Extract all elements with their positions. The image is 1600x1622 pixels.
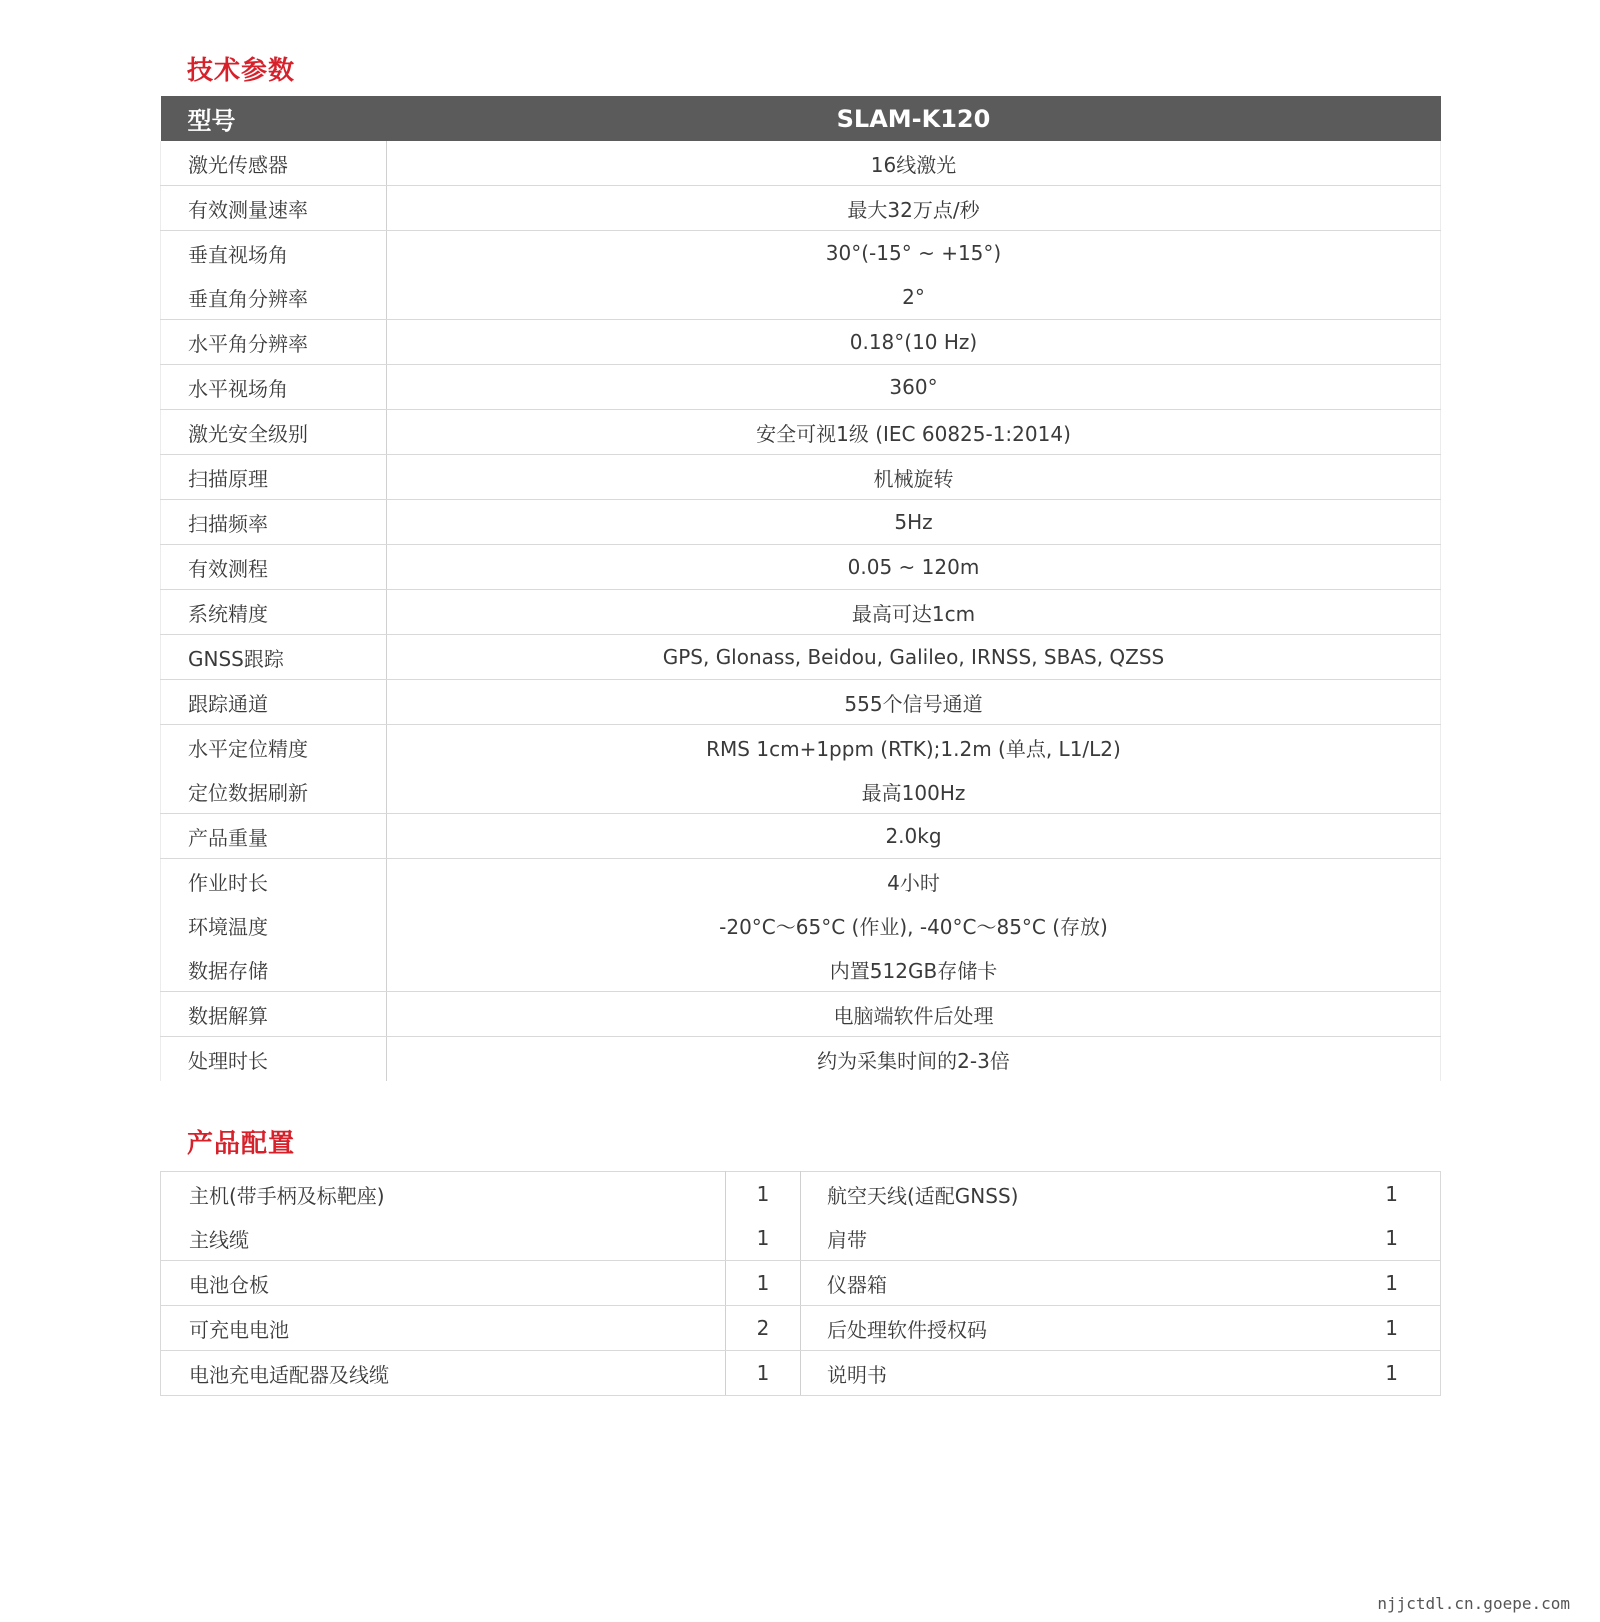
spec-value: 电脑端软件后处理 bbox=[387, 992, 1441, 1037]
spec-row bbox=[161, 725, 1441, 770]
config-item-qty: 2 bbox=[726, 1306, 801, 1351]
spec-value: 2° bbox=[387, 275, 1441, 320]
spec-label: 扫描原理 bbox=[161, 455, 387, 500]
spec-label: 垂直角分辨率 bbox=[161, 275, 387, 320]
config-item-qty: 1 bbox=[1321, 1172, 1441, 1217]
spec-value: 安全可视1级 (IEC 60825-1:2014) bbox=[387, 410, 1441, 455]
spec-label: 数据存储 bbox=[161, 947, 387, 992]
spec-value: GPS, Glonass, Beidou, Galileo, IRNSS, SBAS, QZSS bbox=[387, 635, 1441, 680]
spec-value: RMS 1cm+1ppm (RTK);1.2m (单点, L1/L2) bbox=[387, 725, 1441, 770]
spec-row bbox=[161, 947, 1441, 992]
config-item-name: 电池仓板 bbox=[161, 1261, 726, 1306]
watermark-text: njjctdl.cn.goepe.com bbox=[1377, 1594, 1570, 1613]
spec-label: GNSS跟踪 bbox=[161, 635, 387, 680]
config-item-name: 后处理软件授权码 bbox=[801, 1306, 1321, 1351]
spec-row bbox=[161, 410, 1441, 455]
spec-label: 有效测量速率 bbox=[161, 186, 387, 231]
spec-value: 约为采集时间的2-3倍 bbox=[387, 1037, 1441, 1082]
spec-row bbox=[161, 769, 1441, 814]
spec-header-row bbox=[161, 96, 1441, 141]
config-row bbox=[161, 1172, 1441, 1217]
spec-row bbox=[161, 992, 1441, 1037]
config-item-name: 可充电电池 bbox=[161, 1306, 726, 1351]
spec-label: 定位数据刷新 bbox=[161, 769, 387, 814]
spec-row bbox=[161, 186, 1441, 231]
config-item-name: 电池充电适配器及线缆 bbox=[161, 1351, 726, 1396]
spec-row bbox=[161, 320, 1441, 365]
spec-row bbox=[161, 365, 1441, 410]
spec-label: 水平视场角 bbox=[161, 365, 387, 410]
config-item-qty: 1 bbox=[1321, 1261, 1441, 1306]
spec-label: 系统精度 bbox=[161, 590, 387, 635]
spec-row bbox=[161, 814, 1441, 859]
spec-row bbox=[161, 859, 1441, 904]
config-item-qty: 1 bbox=[726, 1351, 801, 1396]
config-item-qty: 1 bbox=[1321, 1216, 1441, 1261]
spec-value: 4小时 bbox=[387, 859, 1441, 904]
config-item-name: 说明书 bbox=[801, 1351, 1321, 1396]
config-row bbox=[161, 1306, 1441, 1351]
spec-value: 30°(-15° ~ +15°) bbox=[387, 231, 1441, 276]
spec-table bbox=[160, 96, 1441, 1081]
config-item-qty: 1 bbox=[726, 1216, 801, 1261]
spec-row bbox=[161, 1037, 1441, 1082]
spec-value: 0.05 ~ 120m bbox=[387, 545, 1441, 590]
spec-value: 0.18°(10 Hz) bbox=[387, 320, 1441, 365]
spec-label: 水平定位精度 bbox=[161, 725, 387, 770]
spec-value: 2.0kg bbox=[387, 814, 1441, 859]
spec-value: 最大32万点/秒 bbox=[387, 186, 1441, 231]
spec-section-title: 技术参数 bbox=[187, 56, 296, 86]
config-table bbox=[160, 1171, 1441, 1396]
spec-header-label: 型号 bbox=[161, 96, 387, 141]
spec-row bbox=[161, 635, 1441, 680]
config-item-name: 主机(带手柄及标靶座) bbox=[161, 1172, 726, 1217]
spec-row bbox=[161, 500, 1441, 545]
config-item-name: 航空天线(适配GNSS) bbox=[827, 1183, 1019, 1208]
spec-label: 作业时长 bbox=[161, 859, 387, 904]
config-row bbox=[161, 1351, 1441, 1396]
config-item-name: 肩带 bbox=[801, 1216, 1321, 1261]
spec-value: 5Hz bbox=[387, 500, 1441, 545]
spec-label: 激光传感器 bbox=[161, 141, 387, 186]
spec-value: 555个信号通道 bbox=[387, 680, 1441, 725]
spec-label: 环境温度 bbox=[161, 903, 387, 947]
spec-row bbox=[161, 141, 1441, 186]
spec-value: 最高可达1cm bbox=[387, 590, 1441, 635]
config-item-qty: 1 bbox=[726, 1172, 801, 1217]
spec-label: 扫描频率 bbox=[161, 500, 387, 545]
spec-label: 激光安全级别 bbox=[161, 410, 387, 455]
spec-header-model: SLAM-K120 bbox=[387, 96, 1441, 141]
spec-row bbox=[161, 590, 1441, 635]
spec-row bbox=[161, 275, 1441, 320]
spec-row bbox=[161, 455, 1441, 500]
config-item-name: 仪器箱 bbox=[801, 1261, 1321, 1306]
spec-label: 垂直视场角 bbox=[161, 231, 387, 276]
config-item-qty: 1 bbox=[1321, 1351, 1441, 1396]
spec-label: 数据解算 bbox=[161, 992, 387, 1037]
spec-row bbox=[161, 903, 1441, 947]
spec-label: 产品重量 bbox=[161, 814, 387, 859]
spec-row bbox=[161, 231, 1441, 276]
spec-value: 内置512GB存储卡 bbox=[387, 947, 1441, 992]
config-item-name: 主线缆 bbox=[161, 1216, 726, 1261]
spec-value: 最高100Hz bbox=[387, 769, 1441, 814]
config-row bbox=[161, 1216, 1441, 1261]
spec-label: 水平角分辨率 bbox=[161, 320, 387, 365]
spec-value: 机械旋转 bbox=[387, 455, 1441, 500]
spec-value: 16线激光 bbox=[387, 141, 1441, 186]
spec-value: 360° bbox=[387, 365, 1441, 410]
spec-label: 有效测程 bbox=[161, 545, 387, 590]
config-item-qty: 1 bbox=[1321, 1306, 1441, 1351]
spec-row bbox=[161, 680, 1441, 725]
config-row bbox=[161, 1261, 1441, 1306]
spec-row bbox=[161, 545, 1441, 590]
config-section-title: 产品配置 bbox=[187, 1129, 296, 1159]
spec-value: -20°C～65°C (作业), -40°C～85°C (存放) bbox=[387, 903, 1441, 947]
spec-label: 处理时长 bbox=[161, 1037, 387, 1082]
spec-label: 跟踪通道 bbox=[161, 680, 387, 725]
config-item-qty: 1 bbox=[726, 1261, 801, 1306]
